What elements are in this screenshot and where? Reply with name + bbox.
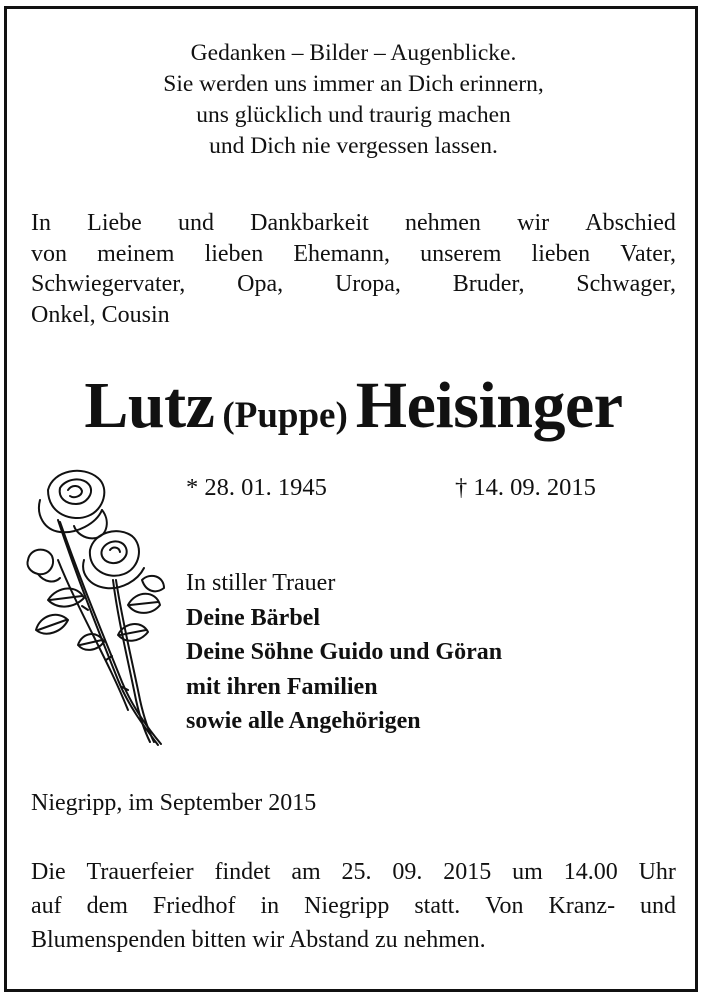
word: Kranz- (548, 893, 616, 919)
poem (0, 38, 707, 162)
word: lieben (531, 240, 591, 267)
word: in (260, 893, 280, 919)
word: nehmen (404, 210, 481, 236)
word: Die (31, 859, 66, 885)
word: 2015 (443, 859, 492, 885)
mourner-line: Deine Söhne Guido und Göran (186, 639, 503, 665)
word: Uhr (638, 859, 676, 885)
word: 14.00 (563, 859, 618, 885)
word: von (31, 240, 67, 267)
word: unserem (420, 240, 502, 267)
word: Friedhof (152, 893, 236, 919)
word: Bruder, (452, 271, 525, 297)
word: Opa, (237, 271, 284, 297)
word: und (640, 893, 676, 919)
word: auf (31, 893, 62, 919)
death-date: † 14. 09. 2015 (455, 474, 596, 501)
word: und (177, 210, 214, 236)
place-date: Niegripp, im September 2015 (31, 790, 317, 816)
intro-line-2 (31, 239, 676, 270)
word: In (31, 210, 51, 236)
word: 09. (392, 859, 423, 885)
mourner-line: Deine Bärbel (186, 604, 320, 631)
first-name: Lutz (84, 369, 215, 442)
word: wir (517, 210, 550, 236)
mourner-line: sowie alle Angehörigen (186, 708, 421, 734)
mourners (186, 566, 502, 739)
word: Liebe (87, 210, 142, 236)
word: Dankbarkeit (250, 210, 369, 236)
word: Abschied (585, 210, 676, 236)
word: dem (86, 893, 128, 919)
intro-text (31, 208, 676, 330)
intro-line-3 (31, 269, 676, 300)
mourner-line: mit ihren Familien (186, 673, 378, 700)
last-name: Heisinger (355, 369, 623, 442)
ceremony-line-1 (31, 855, 676, 889)
word: Ehemann, (293, 240, 390, 267)
birth-date: * 28. 01. 1945 (186, 474, 327, 501)
word: 25. (341, 859, 372, 885)
word: Schwager, (576, 271, 676, 297)
word: meinem (97, 240, 175, 267)
word: findet (214, 859, 271, 885)
word: Uropa, (334, 271, 401, 297)
word: lieben (204, 240, 264, 267)
mourners-intro: In stiller Trauer (186, 570, 336, 596)
nickname: (Puppe) (222, 395, 348, 436)
word: Niegripp (304, 893, 390, 919)
word: Trauerfeier (86, 859, 194, 885)
poem-line: Gedanken – Bilder – Augenblicke. (190, 40, 517, 66)
word: Von (485, 893, 524, 919)
poem-line: und Dich nie vergessen lassen. (209, 133, 498, 159)
poem-line: Sie werden uns immer an Dich erinnern, (163, 71, 544, 97)
poem-line: uns glücklich und traurig machen (196, 102, 511, 128)
intro-line-1 (31, 208, 676, 239)
roses-icon (18, 460, 188, 750)
ceremony-line-2 (31, 889, 676, 923)
word: am (291, 859, 321, 885)
deceased-name (0, 368, 707, 444)
ceremony-text (31, 855, 676, 957)
word: statt. (414, 893, 461, 919)
intro-line-4: Onkel, Cousin (31, 301, 170, 328)
word: Vater, (620, 240, 676, 267)
word: Schwiegervater, (31, 271, 186, 297)
ceremony-line-3: Blumenspenden bitten wir Abstand zu nehmen. (31, 927, 486, 953)
word: um (512, 859, 543, 885)
